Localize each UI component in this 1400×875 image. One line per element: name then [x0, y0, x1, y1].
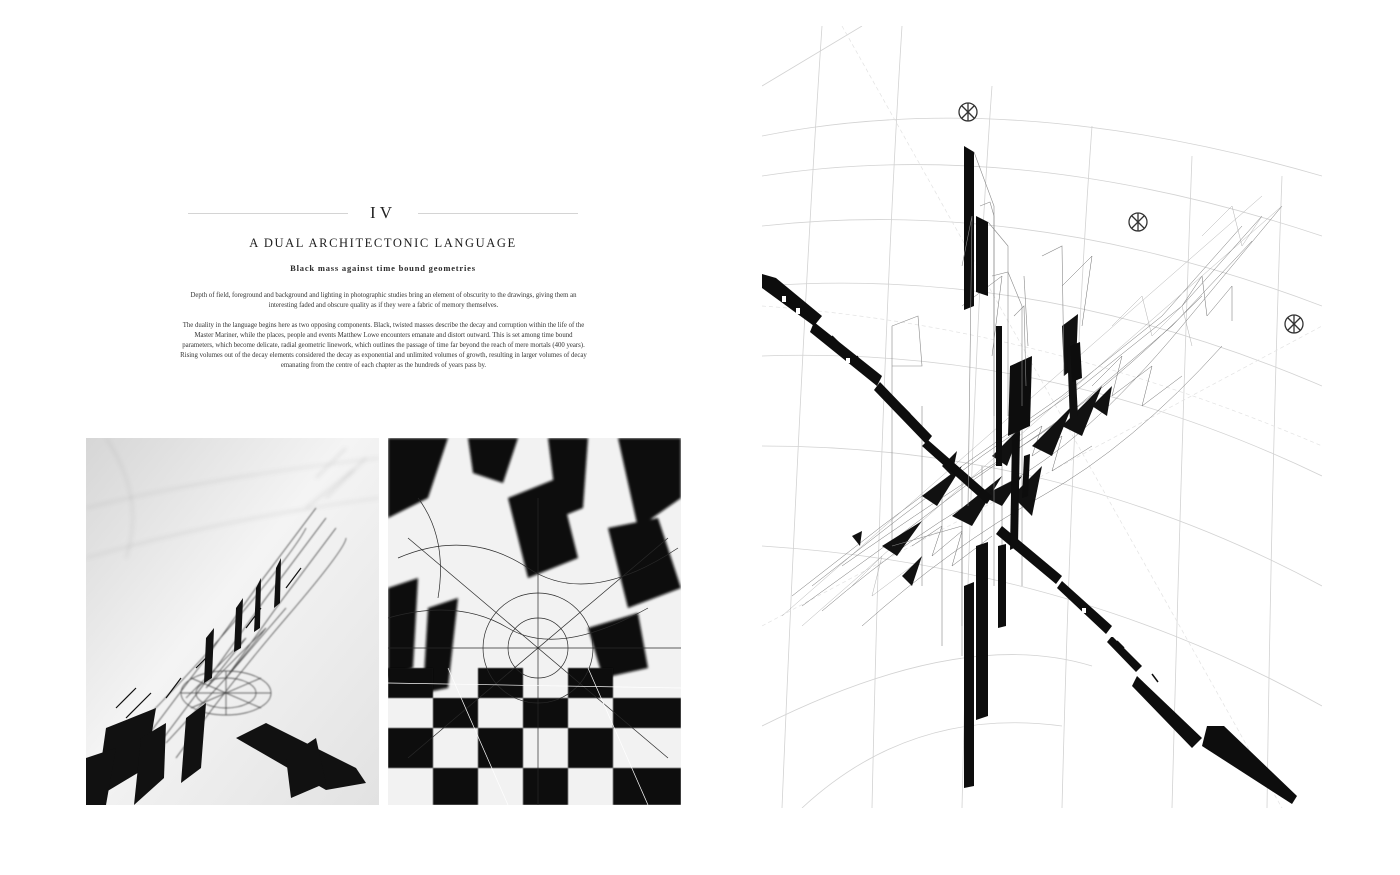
heading-rule-left — [188, 213, 348, 214]
close-up-photo — [86, 438, 379, 805]
north-marker-icon — [1285, 315, 1303, 333]
chapter-subtitle: Black mass against time bound geometries — [290, 263, 476, 273]
body-paragraph-2: The duality in the language begins here as two opposing components. Black, twisted masses describe the decay and corruption within the life of the Master Mariner, while the places, people and events Matthew Lowe encounters emanate and distort outward. This is set among time bound parameters, which become delicate, radial geometric linework, which outlines the passage of time far beyond the reach of mere mortals (400 years). Rising volumes out of the decay elements considered the decay as exponential and unlimited volumes of growth, resulting in larger volumes of decay emanating from the centre of each chapter as the hundreds of years pass by. — [180, 322, 587, 369]
chapter-title: A DUAL ARCHITECTONIC LANGUAGE — [249, 236, 517, 250]
axonometric-drawing-graphic — [762, 26, 1322, 808]
body-paragraph-1: Depth of field, foreground and background and lighting in photographic studies bring an element of obscurity to the drawings, giving them an interesting faded and obscure quality as if they were a fabric of memory themselves. — [190, 292, 577, 309]
chapter-heading — [188, 200, 578, 226]
heading-rule-right — [418, 213, 578, 214]
north-marker-icon — [1129, 213, 1147, 231]
macro-photo-graphic — [388, 438, 681, 805]
close-up-photo-graphic — [86, 438, 379, 805]
macro-photo — [388, 438, 681, 805]
axonometric-drawing — [762, 26, 1322, 808]
chapter-numeral: IV — [370, 203, 396, 222]
north-marker-icon — [959, 103, 977, 121]
